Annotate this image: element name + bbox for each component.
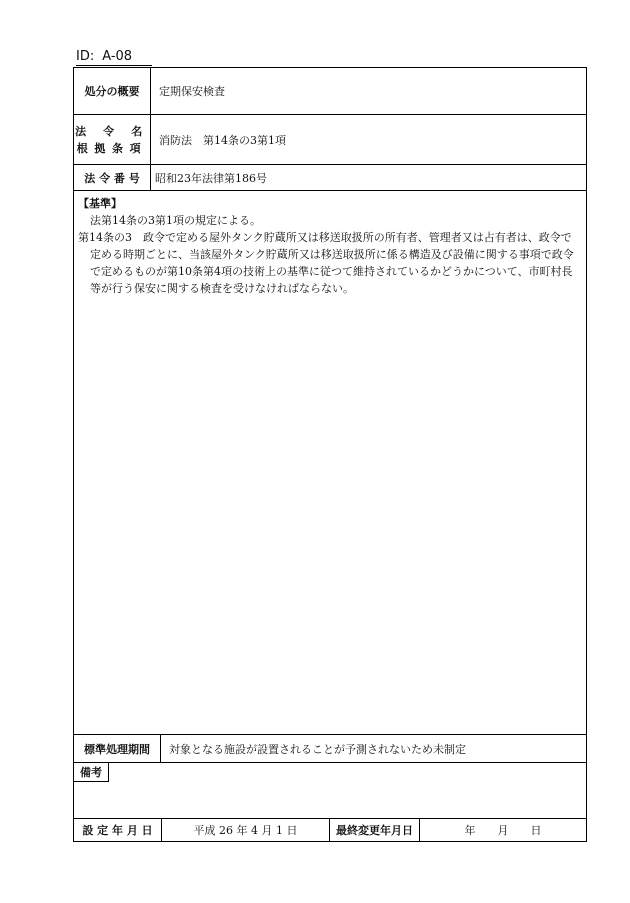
footer-row [74, 819, 586, 841]
law-label-line1: 法 令 名 [75, 124, 149, 138]
law-row [74, 115, 586, 165]
summary-row [74, 68, 586, 115]
processing-period-value: 対象となる施設が設置されることが予測されないため未制定 [169, 742, 466, 756]
law-number-value: 昭和23年法律第186号 [155, 171, 267, 185]
remarks-row [74, 763, 586, 819]
last-change-value: 年 月 日 [464, 824, 542, 837]
summary-value: 定期保安検査 [159, 85, 225, 98]
last-change-label: 最終変更年月日 [330, 819, 420, 841]
remarks-label: 備考 [74, 763, 109, 782]
processing-period-label: 標準処理期間 [74, 735, 161, 762]
id-label: ID: [76, 49, 95, 64]
document-id [76, 50, 152, 66]
law-label-line2: 根拠条項 [76, 141, 148, 155]
form-table [73, 67, 587, 842]
law-number-row [74, 165, 586, 191]
id-value: A-08 [102, 49, 133, 64]
law-number-label: 法 令 番 号 [74, 165, 151, 190]
processing-period-row [74, 735, 586, 763]
law-label [74, 115, 151, 164]
standard-paragraph-1: 法第14条の3第1項の規定による。 [90, 214, 261, 227]
standard-section [74, 191, 586, 735]
standard-heading: 【基準】 [78, 197, 122, 210]
standard-text [74, 191, 586, 297]
standard-paragraph-2: 第14条の3 政令で定める屋外タンク貯蔵所又は移送取扱所の所有者、管理者又は占有者は、政令で定める時期ごとに、当該屋外タンク貯蔵所又は移送取扱所に係る構造及び設備に関する事項で政令で定めるものが第10条第4項の技術上の基準に従つて維持されているかどうかについて、市町村長等が行う保安に関する検査を受けなければならない。 [78, 231, 574, 295]
set-date-label: 設 定 年 月 日 [74, 819, 162, 841]
summary-label: 処分の概要 [74, 68, 151, 114]
law-value: 消防法 第14条の3第1項 [159, 133, 286, 147]
set-date-value: 平成 26 年 4 月 1 日 [162, 819, 330, 841]
